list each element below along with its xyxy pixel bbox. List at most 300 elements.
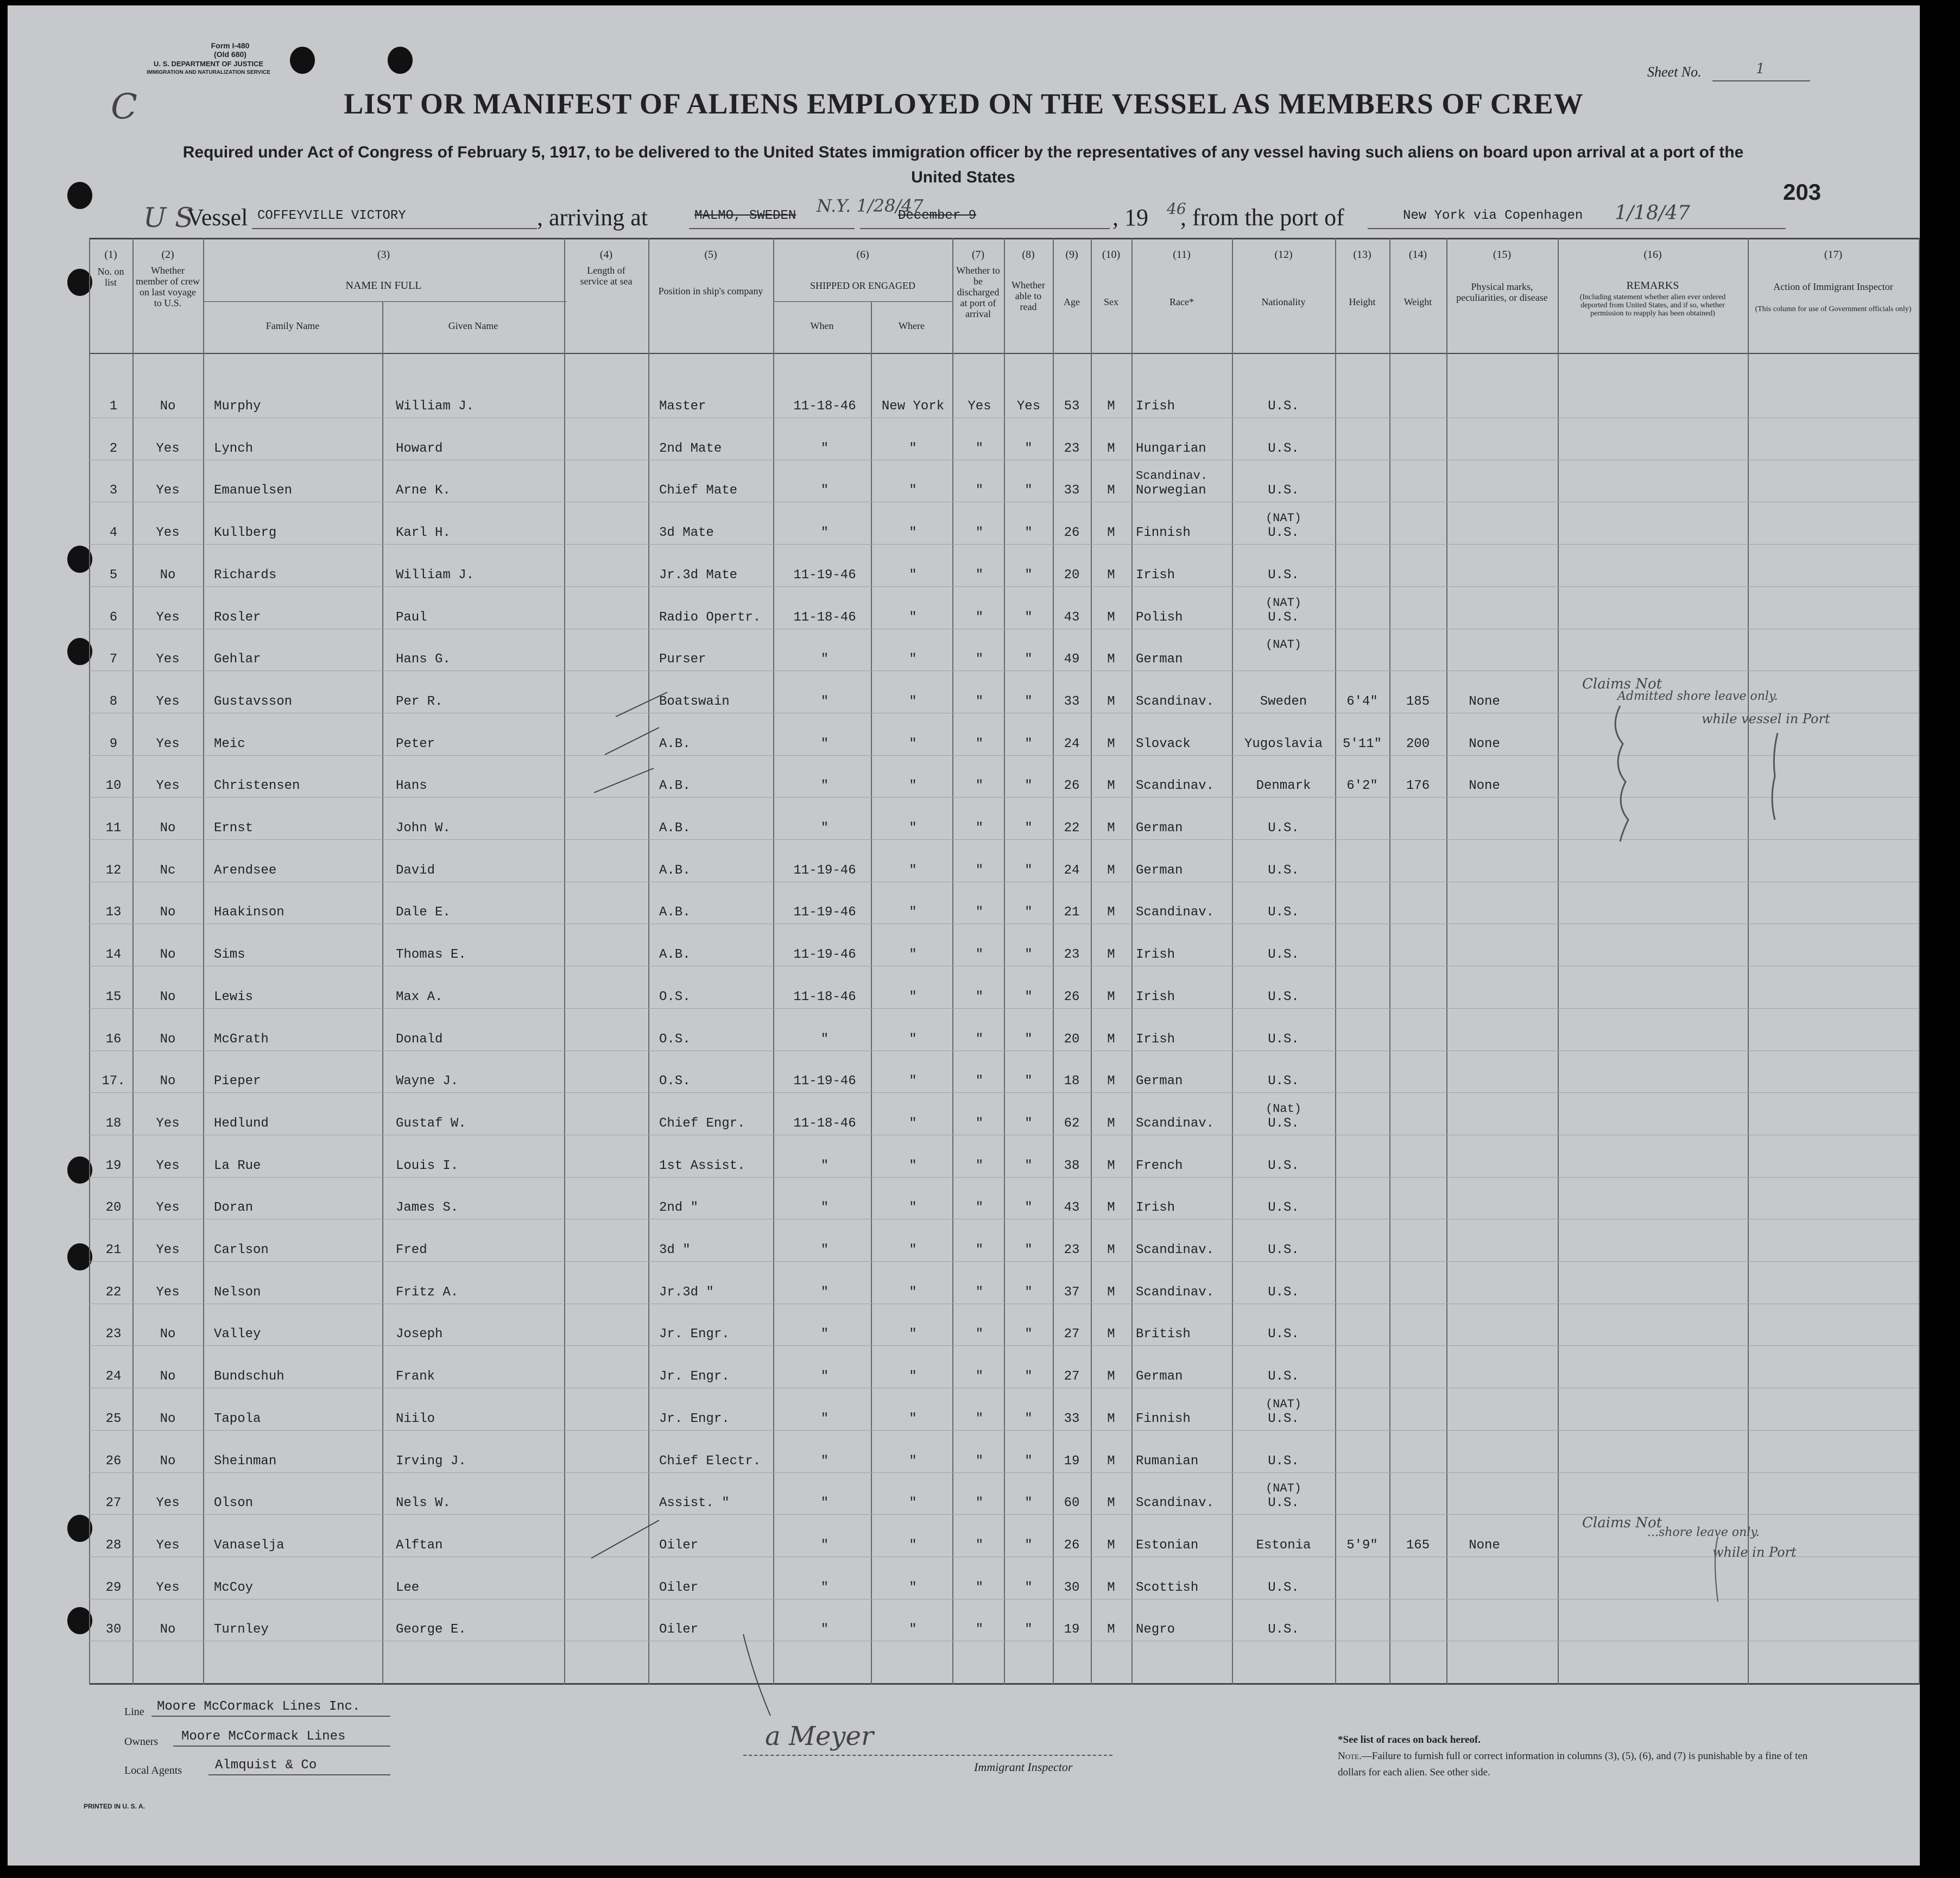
- cell-given-name: Irving J.: [396, 1453, 466, 1469]
- cell-row-number: 24: [105, 1369, 122, 1384]
- cell-shipped-where: ": [909, 526, 917, 541]
- cell-shipped-where: ": [909, 1327, 917, 1342]
- cell-discharged: ": [975, 1032, 984, 1047]
- cell-naturalized-mark: (NAT): [1265, 1482, 1301, 1496]
- cell-prev-voyage: Yes: [156, 1116, 180, 1131]
- cell-shipped-where: ": [909, 483, 917, 498]
- cell-age: 38: [1064, 1158, 1080, 1173]
- cell-race: German: [1136, 863, 1183, 878]
- cell-family-name: McCoy: [214, 1580, 254, 1595]
- cell-shipped-where: New York: [881, 399, 945, 414]
- cell-shipped-where: ": [909, 694, 917, 709]
- cell-nationality: U.S.: [1268, 567, 1299, 583]
- cell-prev-voyage: Yes: [156, 1243, 180, 1257]
- cell-given-name: Hans G.: [396, 652, 451, 667]
- cell-weight: 165: [1406, 1538, 1430, 1553]
- cell-nationality: U.S.: [1268, 399, 1299, 414]
- cell-discharged: ": [975, 1496, 984, 1511]
- cell-row-number: 12: [105, 863, 122, 878]
- cell-race: German: [1136, 1369, 1183, 1384]
- cell-sex: M: [1107, 1032, 1115, 1047]
- cell-family-name: Turnley: [214, 1622, 269, 1637]
- cell-discharged: ": [975, 989, 984, 1004]
- cell-family-name: Haakinson: [214, 905, 284, 920]
- cell-shipped-where: ": [909, 821, 917, 836]
- cell-race: Polish: [1136, 610, 1183, 625]
- col-num-7: (7): [971, 249, 985, 261]
- cell-age: 62: [1064, 1116, 1080, 1131]
- cell-race: Scandinav.: [1136, 694, 1215, 709]
- cell-position: Chief Engr.: [659, 1116, 745, 1131]
- cell-race: Irish: [1136, 1032, 1175, 1047]
- cell-given-name: Karl H.: [396, 526, 451, 541]
- cell-prev-voyage: No: [160, 905, 176, 920]
- cell-height: 5'9": [1346, 1538, 1378, 1553]
- cell-shipped-when: ": [820, 1200, 829, 1216]
- cell-able-to-read: ": [1025, 1369, 1033, 1384]
- cell-race: French: [1136, 1158, 1183, 1173]
- col-num-15: (15): [1493, 249, 1512, 261]
- col-num-4: (4): [599, 249, 613, 261]
- col-num-2: (2): [161, 249, 174, 261]
- cell-nationality: U.S.: [1268, 1453, 1299, 1469]
- cell-prev-voyage: Yes: [156, 1285, 180, 1300]
- col-header-service: Length of service at sea: [580, 265, 633, 287]
- footer-owners-value: Moore McCormack Lines: [181, 1729, 346, 1744]
- cell-discharged: ": [975, 652, 984, 667]
- cell-race: Negro: [1136, 1622, 1175, 1637]
- year-value: 46: [1167, 200, 1186, 218]
- cell-sex: M: [1107, 610, 1115, 625]
- cell-row-number: 5: [109, 567, 118, 583]
- cell-prev-voyage: No: [160, 1411, 176, 1426]
- cell-race: Hungarian: [1136, 441, 1206, 456]
- cell-given-name: Howard: [396, 441, 443, 456]
- col-header-family: Family Name: [265, 320, 320, 331]
- cell-sex: M: [1107, 1116, 1115, 1131]
- col-header-discharged: Whether to be discharged at port of arrival: [956, 265, 1000, 319]
- cell-race: Finnish: [1136, 1411, 1191, 1426]
- cell-able-to-read: ": [1025, 483, 1033, 498]
- cell-position: A.B.: [659, 863, 691, 878]
- cell-family-name: Kullberg: [214, 526, 277, 541]
- cell-discharged: ": [975, 1622, 984, 1637]
- remark-hand-4: Claims Not: [1582, 1515, 1662, 1531]
- cell-family-name: Hedlund: [214, 1116, 269, 1131]
- cell-shipped-where: ": [909, 905, 917, 920]
- cell-row-number: 25: [105, 1411, 122, 1426]
- cell-able-to-read: ": [1025, 863, 1033, 878]
- cell-family-name: Gustavsson: [214, 694, 293, 709]
- footer-line-value: Moore McCormack Lines Inc.: [157, 1699, 361, 1714]
- cell-position: Chief Electr.: [659, 1453, 761, 1469]
- cell-shipped-when: ": [820, 779, 829, 794]
- cell-sex: M: [1107, 1327, 1115, 1342]
- cell-position: O.S.: [659, 1074, 691, 1089]
- cell-row-number: 11: [105, 821, 122, 836]
- cell-sex: M: [1107, 526, 1115, 541]
- cell-given-name: Niilo: [396, 1411, 435, 1426]
- remark-hand-1: Claims Not: [1582, 676, 1662, 692]
- cell-discharged: ": [975, 567, 984, 583]
- cell-position: A.B.: [659, 905, 691, 920]
- cell-age: 33: [1064, 1411, 1080, 1426]
- cell-sex: M: [1107, 1243, 1115, 1257]
- cell-sex: M: [1107, 1411, 1115, 1426]
- col-header-remarks: REMARKS: [1626, 280, 1679, 292]
- cell-shipped-when: 11-19-46: [793, 567, 856, 583]
- year-label: , 19: [1112, 204, 1148, 231]
- cell-given-name: Lee: [396, 1580, 420, 1595]
- cell-able-to-read: ": [1025, 1538, 1033, 1553]
- cell-shipped-where: ": [909, 1580, 917, 1595]
- cell-position: Jr.3d ": [659, 1285, 714, 1300]
- cell-age: 30: [1064, 1580, 1080, 1595]
- cell-prev-voyage: No: [160, 1032, 176, 1047]
- cell-sex: M: [1107, 1538, 1115, 1553]
- cell-age: 43: [1064, 1200, 1080, 1216]
- cell-naturalized-mark: (NAT): [1265, 596, 1301, 610]
- cell-able-to-read: ": [1025, 526, 1033, 541]
- cell-prev-voyage: Yes: [156, 1496, 180, 1511]
- cell-row-number: 4: [109, 526, 118, 541]
- manifest-subtitle: Required under Act of Congress of February 5, 1917, to be delivered to the United States immigration officer by the representatives of any vessel having such aliens on board upon arrival at a port of the United States: [182, 143, 1744, 186]
- cell-race: Irish: [1136, 989, 1175, 1004]
- cell-age: 26: [1064, 526, 1080, 541]
- cell-race: Irish: [1136, 947, 1175, 963]
- cell-given-name: Louis I.: [396, 1158, 459, 1173]
- cell-nationality: U.S.: [1268, 989, 1299, 1004]
- cell-position: A.B.: [659, 736, 691, 751]
- cell-shipped-when: ": [820, 1285, 829, 1300]
- col-header-action-sub: (This column for use of Government officials only): [1755, 305, 1912, 313]
- cell-nationality: U.S.: [1268, 1285, 1299, 1300]
- cell-shipped-when: ": [820, 1580, 829, 1595]
- cell-able-to-read: ": [1025, 779, 1033, 794]
- cell-row-number: 22: [105, 1285, 122, 1300]
- cell-nationality: U.S.: [1268, 1074, 1299, 1089]
- cell-race: German: [1136, 652, 1183, 667]
- remark-hand-2: Admitted shore leave only.: [1617, 690, 1778, 703]
- cell-prev-voyage: Yes: [156, 1538, 180, 1553]
- cell-given-name: William J.: [396, 399, 475, 414]
- cell-discharged: ": [975, 1158, 984, 1173]
- cell-position: 3d Mate: [659, 526, 714, 541]
- vessel-us-hand: U S: [143, 202, 194, 233]
- cell-nationality: U.S.: [1268, 1369, 1299, 1384]
- cell-shipped-where: ": [909, 947, 917, 963]
- cell-sex: M: [1107, 1369, 1115, 1384]
- cell-able-to-read: ": [1025, 1496, 1033, 1511]
- cell-race: Scandinav.: [1136, 1116, 1215, 1131]
- cell-race: Rumanian: [1136, 1453, 1199, 1469]
- cell-sex: M: [1107, 567, 1115, 583]
- cell-given-name: Joseph: [396, 1327, 443, 1342]
- cell-shipped-when: ": [820, 1158, 829, 1173]
- form-number: Form I-480 (Old 680): [211, 41, 250, 59]
- cell-shipped-where: ": [909, 1158, 917, 1173]
- printed-in-usa: PRINTED IN U. S. A.: [84, 1803, 145, 1810]
- cell-nationality: U.S.: [1268, 610, 1299, 625]
- cell-able-to-read: ": [1025, 1327, 1033, 1342]
- cell-row-number: 8: [109, 694, 118, 709]
- cell-race: British: [1136, 1327, 1191, 1342]
- cell-family-name: Nelson: [214, 1285, 261, 1300]
- cell-nationality: U.S.: [1268, 863, 1299, 878]
- cell-nationality: U.S.: [1268, 1580, 1299, 1595]
- col-header-sex: Sex: [1104, 296, 1118, 307]
- cell-sex: M: [1107, 1285, 1115, 1300]
- cell-discharged: ": [975, 483, 984, 498]
- cell-given-name: William J.: [396, 567, 475, 583]
- cell-naturalized-mark: (NAT): [1265, 511, 1301, 526]
- vessel-label: Vessel: [187, 204, 248, 231]
- cell-position: Oiler: [659, 1538, 699, 1553]
- col-num-5: (5): [704, 249, 717, 261]
- remark-hand-6: while in Port: [1712, 1545, 1797, 1560]
- cell-row-number: 16: [105, 1032, 122, 1047]
- cell-family-name: McGrath: [214, 1032, 269, 1047]
- cell-naturalized-mark: (NAT): [1265, 1397, 1301, 1411]
- cell-physical-marks: None: [1469, 694, 1500, 709]
- cell-given-name: Donald: [396, 1032, 443, 1047]
- cell-sex: M: [1107, 779, 1115, 794]
- cell-given-name: Paul: [396, 610, 427, 625]
- cell-position: Oiler: [659, 1622, 699, 1637]
- footer-line-label: Line: [124, 1706, 144, 1718]
- cell-physical-marks: None: [1469, 779, 1500, 794]
- cell-family-name: Gehlar: [214, 652, 261, 667]
- cell-family-name: Vanaselja: [214, 1538, 284, 1553]
- cell-age: 27: [1064, 1369, 1080, 1384]
- cell-able-to-read: ": [1025, 736, 1033, 751]
- cell-discharged: ": [975, 1116, 984, 1131]
- cell-discharged: ": [975, 610, 984, 625]
- cell-given-name: Per R.: [396, 694, 443, 709]
- cell-naturalized-mark: (Nat): [1265, 1102, 1301, 1116]
- cell-row-number: 27: [105, 1496, 122, 1511]
- cell-shipped-when: ": [820, 821, 829, 836]
- cell-position: Purser: [659, 652, 706, 667]
- from-label: , from the port of: [1180, 204, 1344, 231]
- cell-shipped-when: 11-18-46: [793, 1116, 856, 1131]
- cell-row-number: 26: [105, 1453, 122, 1469]
- cell-nationality: U.S.: [1268, 483, 1299, 498]
- cell-discharged: ": [975, 1200, 984, 1216]
- cell-prev-voyage: No: [160, 1327, 176, 1342]
- cell-able-to-read: ": [1025, 1116, 1033, 1131]
- cell-shipped-when: ": [820, 1411, 829, 1426]
- cell-discharged: ": [975, 1327, 984, 1342]
- cell-prev-voyage: No: [160, 989, 176, 1004]
- cell-discharged: ": [975, 694, 984, 709]
- arrival-date: December 9: [898, 208, 977, 223]
- col-header-age: Age: [1064, 296, 1080, 307]
- cell-age: 23: [1064, 441, 1080, 456]
- cell-position: O.S.: [659, 1032, 691, 1047]
- cell-given-name: Arne K.: [396, 483, 451, 498]
- cell-prev-voyage: Nc: [160, 863, 176, 878]
- cell-sex: M: [1107, 1496, 1115, 1511]
- arriving-hand: N.Y. 1/28/47: [817, 195, 924, 216]
- cell-shipped-where: ": [909, 441, 917, 456]
- cell-shipped-where: ": [909, 1538, 917, 1553]
- cell-prev-voyage: Yes: [156, 1158, 180, 1173]
- cell-family-name: Murphy: [214, 399, 261, 414]
- manifest-title: LIST OR MANIFEST OF ALIENS EMPLOYED ON THE VESSEL AS MEMBERS OF CREW: [344, 87, 1584, 120]
- cell-nationality: U.S.: [1268, 1327, 1299, 1342]
- cell-age: 49: [1064, 652, 1080, 667]
- cell-shipped-where: ": [909, 1243, 917, 1257]
- footer-agents-value: Almquist & Co: [215, 1758, 317, 1773]
- cell-position: Chief Mate: [659, 483, 738, 498]
- col-num-10: (10): [1102, 249, 1121, 261]
- cell-race: Scottish: [1136, 1580, 1199, 1595]
- cell-race: Scandinav.: [1136, 1496, 1215, 1511]
- cell-discharged: ": [975, 1538, 984, 1553]
- cell-nationality: U.S.: [1268, 1496, 1299, 1511]
- cell-nationality: Denmark: [1256, 779, 1311, 794]
- cell-family-name: Arendsee: [214, 863, 277, 878]
- cell-discharged: ": [975, 1074, 984, 1089]
- cell-shipped-when: ": [820, 1369, 829, 1384]
- cell-prev-voyage: Yes: [156, 1200, 180, 1216]
- cell-family-name: Valley: [214, 1327, 261, 1342]
- cell-shipped-when: ": [820, 483, 829, 498]
- cell-discharged: ": [975, 441, 984, 456]
- cell-age: 37: [1064, 1285, 1080, 1300]
- cell-prev-voyage: Yes: [156, 652, 180, 667]
- cell-discharged: ": [975, 1369, 984, 1384]
- col-header-read: Whether able to read: [1011, 280, 1045, 312]
- cell-prev-voyage: No: [160, 821, 176, 836]
- cell-discharged: ": [975, 736, 984, 751]
- cell-nationality: U.S.: [1268, 1116, 1299, 1131]
- cell-able-to-read: ": [1025, 947, 1033, 963]
- cell-position: 3d ": [659, 1243, 691, 1257]
- col-num-12: (12): [1274, 249, 1293, 261]
- cell-shipped-where: ": [909, 736, 917, 751]
- from-hand: 1/18/47: [1615, 202, 1690, 224]
- cell-family-name: Tapola: [214, 1411, 261, 1426]
- cell-race: Slovack: [1136, 736, 1191, 751]
- cell-shipped-where: ": [909, 1200, 917, 1216]
- footer-agents-label: Local Agents: [124, 1765, 182, 1776]
- cell-given-name: James S.: [396, 1200, 459, 1216]
- cell-sex: M: [1107, 905, 1115, 920]
- cell-shipped-where: ": [909, 779, 917, 794]
- cell-age: 53: [1064, 399, 1080, 414]
- from-port: New York via Copenhagen: [1403, 208, 1583, 223]
- cell-discharged: ": [975, 821, 984, 836]
- cell-family-name: Ernst: [214, 821, 254, 836]
- cell-shipped-where: ": [909, 1032, 917, 1047]
- cell-nationality: U.S.: [1268, 905, 1299, 920]
- cell-sex: M: [1107, 1622, 1115, 1637]
- cell-row-number: 19: [105, 1158, 122, 1173]
- cell-sex: M: [1107, 694, 1115, 709]
- cell-row-number: 18: [105, 1116, 122, 1131]
- col-num-14: (14): [1408, 249, 1427, 261]
- cell-given-name: Gustaf W.: [396, 1116, 466, 1131]
- cell-discharged: ": [975, 1580, 984, 1595]
- cell-race: Irish: [1136, 567, 1175, 583]
- cell-discharged: ": [975, 1285, 984, 1300]
- cell-able-to-read: ": [1025, 989, 1033, 1004]
- inspector-signature: a Meyer: [765, 1721, 874, 1751]
- cell-discharged: ": [975, 947, 984, 963]
- cell-shipped-when: 11-19-46: [793, 947, 856, 963]
- cell-age: 19: [1064, 1622, 1080, 1637]
- cell-prev-voyage: Yes: [156, 694, 180, 709]
- cell-shipped-when: 11-19-46: [793, 863, 856, 878]
- cell-shipped-when: ": [820, 1622, 829, 1637]
- cell-shipped-when: ": [820, 1032, 829, 1047]
- cell-discharged: ": [975, 1453, 984, 1469]
- cell-given-name: David: [396, 863, 435, 878]
- col-header-action: Action of Immigrant Inspector: [1773, 281, 1893, 292]
- cell-sex: M: [1107, 1158, 1115, 1173]
- cell-discharged: ": [975, 1411, 984, 1426]
- cell-shipped-where: ": [909, 989, 917, 1004]
- col-header-marks: Physical marks, peculiarities, or disease: [1456, 281, 1548, 303]
- cell-row-number: 2: [109, 441, 118, 456]
- cell-able-to-read: ": [1025, 441, 1033, 456]
- cell-age: 23: [1064, 1243, 1080, 1257]
- cell-row-number: 1: [109, 399, 118, 414]
- col-num-17: (17): [1824, 249, 1843, 261]
- cell-shipped-when: ": [820, 1538, 829, 1553]
- cell-row-number: 13: [105, 905, 122, 920]
- cell-age: 19: [1064, 1453, 1080, 1469]
- cell-discharged: ": [975, 779, 984, 794]
- cell-given-name: Dale E.: [396, 905, 451, 920]
- cell-given-name: Alftan: [396, 1538, 443, 1553]
- col-header-height: Height: [1349, 296, 1376, 307]
- cell-age: 26: [1064, 989, 1080, 1004]
- cell-age: 24: [1064, 736, 1080, 751]
- cell-sex: M: [1107, 1580, 1115, 1595]
- cell-able-to-read: ": [1025, 1285, 1033, 1300]
- cell-given-name: Fred: [396, 1243, 427, 1257]
- cell-prev-voyage: No: [160, 1369, 176, 1384]
- cell-given-name: John W.: [396, 821, 451, 836]
- cell-able-to-read: ": [1025, 905, 1033, 920]
- cell-given-name: Peter: [396, 736, 435, 751]
- cell-nationality: U.S.: [1268, 1200, 1299, 1216]
- cell-shipped-when: ": [820, 1327, 829, 1342]
- cell-sex: M: [1107, 399, 1115, 414]
- cell-shipped-where: ": [909, 1116, 917, 1131]
- cell-shipped-where: ": [909, 863, 917, 878]
- col-num-1: (1): [104, 249, 117, 261]
- cell-position: Boatswain: [659, 694, 730, 709]
- cell-age: 21: [1064, 905, 1080, 920]
- cell-nationality: U.S.: [1268, 1158, 1299, 1173]
- cell-family-name: Doran: [214, 1200, 254, 1216]
- cell-position: Master: [659, 399, 706, 414]
- cell-prev-voyage: No: [160, 567, 176, 583]
- cell-race: Irish: [1136, 1200, 1175, 1216]
- cell-shipped-when: ": [820, 652, 829, 667]
- cell-given-name: Nels W.: [396, 1496, 451, 1511]
- cell-physical-marks: None: [1469, 1538, 1500, 1553]
- col-header-shipped: SHIPPED OR ENGAGED: [810, 280, 915, 291]
- col-num-13: (13): [1353, 249, 1371, 261]
- cell-sex: M: [1107, 1200, 1115, 1216]
- cell-family-name: Emanuelsen: [214, 483, 293, 498]
- cell-race: Scandinav.: [1136, 905, 1215, 920]
